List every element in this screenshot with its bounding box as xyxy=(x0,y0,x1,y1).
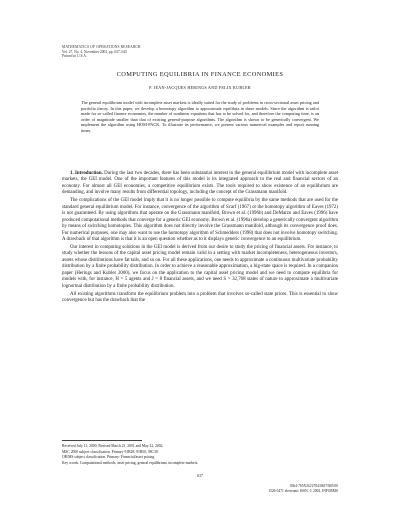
copyright-line: 1526-5471 electronic ISSN, © 2002, INFORMS xyxy=(268,489,338,494)
body-text xyxy=(62,171,338,306)
paragraph-2: The complications of the GEI model imply that it is no longer possible to compute equilibria by the same methods that are used for the standard general equilibrium model. For instance, convergence of the algorithm of Scarf (1967) or the homotopy algorithm of Eaves (1972) is not guaranteed. By using algorithms that operate on the Grassmann manifold, Brown et al. (1996b) and DeMarzo and Eaves (1996) have produced computational methods that converge for a generic GEI economy. Brown et al. (1996a) develop a generically convergent algorithm by means of switching homotopies. This algorithm does not directly involve the Grassmann manifold, although its convergence proof does. For numerical purposes, one may also want to use the homotopy algorithm of Schmedders (1998) that does not involve homotopy switching. A drawback of that algorithm is that it is an open question whether as to it displays generic convergence to an equilibrium. xyxy=(62,198,338,243)
keywords: Key words. Computational methods, asset pricing, general equilibrium, incomplete markets. xyxy=(62,460,199,465)
issn-line: 0364-765X/02/2704/0637/$05.00 xyxy=(289,484,338,488)
copyright-block xyxy=(268,484,338,494)
footnotes xyxy=(62,444,342,466)
received-dates: Received July 11, 2000; Revised March 21, 2001 and May 22, 2002. xyxy=(62,444,164,448)
abstract: The general equilibrium model with incomplete asset markets is ideally suited for the study of problems in cross-sectional asset pricing and portfolio theory. In this paper, we develop a homotopy algorithm to approximate equilibria in these models. Since the algorithm is tailor made for so-called finance economies, the number of nonlinear equations that has to be solved for, and therefore the computing time, is an order of magnitude smaller than that of existing general-purpose algorithms. The algorithm is shown to be generically convergent. We implement the algorithm using HOM-PACK. To illustrate its performance, we present various numerical examples and report running times. xyxy=(81,100,319,133)
paper-authors: P. JEAN-JACQUES HERINGS AND FELIX KUBLER xyxy=(149,85,251,90)
paragraph-1 xyxy=(62,171,338,197)
printed-in: Printed in U.S.A. xyxy=(62,54,87,59)
paragraph-3: Our interest in computing solutions in the GEI model is derived from our desire to study the pricing of financial assets. For instance, to study whether the lessons of the capital asset pricing model remain valid in a setting with market incompleteness, heterogeneous investors, assets whose distributions have fat tails, and so on. For all these applications, one needs to approximate a continuous multivariate probability distribution by a finite probability distribution. In order to achieve a reasonable approximation, a big-state space is required. In a companion paper (Herings and Kubler 2000), we focus on the application to the capital asset pricing model and we need to compute equilibria for models with, for instance, H = 5 agents and J = 8 financial assets, and we need S = 32,768 states of nature to approximate a multivariate lognormal distribution by a finite probability distribution. xyxy=(62,244,338,289)
paragraph-1-text: During the last two decades, there has been substantial interest in the general equilibrium model with incomplete asset markets, the GEI model. One of the important features of this model is its integrated approach to the real and financial sectors of an economy. For almost all GEI economies, a competitive equilibrium exists. The tools required to show existence of an equilibrium are demanding, and involve many results from differential topology, including the concept of the Grassmann manifold. xyxy=(62,171,338,196)
journal-volume: Vol. 27, No. 4, November 2002, pp. 637–645 xyxy=(62,49,127,54)
page-number: 637 xyxy=(197,474,203,478)
msc-classification: MSC 2000 subject classification. Primary 91B28, 91B50, 58C30. xyxy=(62,449,159,454)
paper-title: COMPUTING EQUILIBRIA IN FINANCE ECONOMIES xyxy=(116,71,284,78)
footnote-divider xyxy=(62,440,142,441)
orms-classification: OR/MS subject classification. Primary: Financial/asset pricing. xyxy=(62,455,156,460)
journal-header xyxy=(62,45,141,59)
journal-name: MATHEMATICS OF OPERATIONS RESEARCH xyxy=(62,45,141,49)
paragraph-4: All existing algorithms transform the equilibrium problem into a problem that involves so-called state prices. This is essential to show convergence but has the drawback that the xyxy=(62,291,338,304)
section-heading: 1. Introduction. xyxy=(70,171,103,176)
